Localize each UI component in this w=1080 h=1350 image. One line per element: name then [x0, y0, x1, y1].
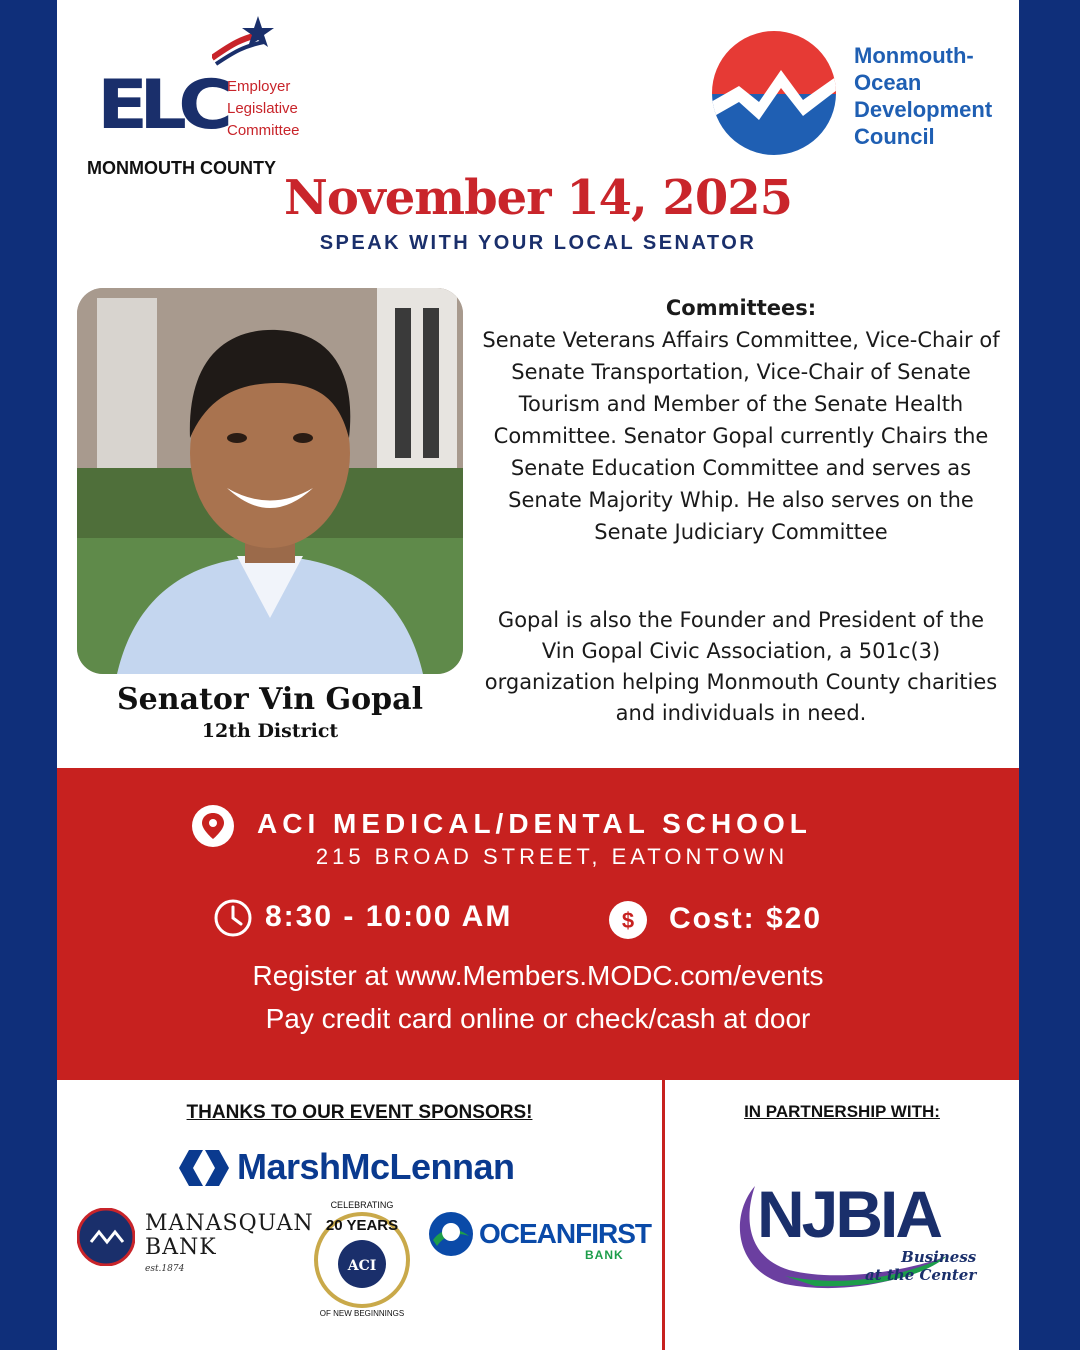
- modc-line-1: Monmouth-: [854, 43, 974, 68]
- aci-bottom-text: OF NEW BEGINNINGS: [319, 1309, 405, 1318]
- modc-line-2: Ocean: [854, 70, 922, 95]
- modc-line-4: Council: [854, 124, 935, 149]
- aci-years-text: 20 YEARS: [325, 1217, 399, 1234]
- payment-info: Pay credit card online or check/cash at door: [265, 1003, 811, 1034]
- flyer-panel: [57, 0, 1019, 1350]
- oceanfirst-icon: [427, 1210, 475, 1258]
- marsh-mark-icon: [179, 1150, 229, 1186]
- elc-word-3: Committee: [227, 122, 300, 139]
- dollar-icon: [608, 900, 648, 940]
- elc-county: MONMOUTH COUNTY: [87, 158, 276, 178]
- marsh-mclennan-logo: [179, 1146, 559, 1190]
- oceanfirst-bank: BANK: [585, 1248, 624, 1262]
- aci-top-text: CELEBRATING: [330, 1200, 394, 1210]
- manasquan-line-1: MANASQUAN: [145, 1211, 314, 1236]
- marsh-text: MarshMcLennan: [237, 1146, 515, 1187]
- njbia-tagline: [865, 1248, 976, 1284]
- senator-district: 12th District: [201, 720, 339, 742]
- modc-line-3: Development: [854, 97, 993, 122]
- event-cost: Cost: $20: [669, 902, 823, 935]
- event-subtitle: SPEAK WITH YOUR LOCAL SENATOR: [319, 232, 757, 254]
- aci-center-text: ACI: [347, 1258, 377, 1274]
- aci-anniversary-logo: [307, 1198, 417, 1318]
- svg-text:$: $: [621, 908, 635, 933]
- manasquan-bank-name: [145, 1212, 314, 1260]
- elc-words: [227, 76, 300, 142]
- star-icon: [212, 14, 274, 66]
- committees-text: Senate Veterans Affairs Committee, Vice-Chair of Senate Transportation, Vice-Chair of Senate Tourism and Member of the Senate Health Committee. Senator Gopal currently Chairs the Senate Education Committee and serves as Senate Majority Whip. He also serves on the Senate Judiciary Committee: [482, 328, 1000, 544]
- modc-logo-icon: [711, 30, 837, 156]
- committees-heading: Committees:: [665, 296, 817, 320]
- njbia-tag-2: at the Center: [865, 1266, 977, 1284]
- elc-letters: ELC: [97, 66, 225, 145]
- venue-address: 215 BROAD STREET, EATONTOWN: [315, 844, 789, 869]
- manasquan-est: est.1874: [145, 1264, 185, 1274]
- oceanfirst-name: OCEANFIRST: [479, 1218, 651, 1249]
- location-pin-icon: [191, 804, 235, 848]
- sponsors-heading: THANKS TO OUR EVENT SPONSORS!: [186, 1102, 533, 1123]
- register-link[interactable]: Register at www.Members.MODC.com/events: [252, 960, 824, 991]
- clock-icon: [213, 898, 253, 938]
- senator-portrait: [77, 288, 463, 674]
- manasquan-bank-icon: [77, 1208, 135, 1266]
- njbia-tag-1: Business: [901, 1248, 977, 1266]
- registration-info: [57, 954, 1019, 1040]
- committees-block: [481, 292, 1001, 548]
- manasquan-line-2: BANK: [145, 1235, 217, 1260]
- partnership-heading: IN PARTNERSHIP WITH:: [744, 1102, 940, 1121]
- njbia-name: NJBIA: [757, 1177, 941, 1251]
- venue-name: ACI MEDICAL/DENTAL SCHOOL: [257, 808, 812, 839]
- elc-word-1: Employer: [227, 78, 291, 95]
- event-date: November 14, 2025: [283, 170, 793, 226]
- event-time: 8:30 - 10:00 AM: [265, 900, 513, 933]
- elc-logo: [77, 12, 317, 178]
- senator-photo: [77, 288, 463, 674]
- senator-name: Senator Vin Gopal: [117, 682, 423, 717]
- modc-name: [854, 42, 992, 150]
- event-details: [57, 768, 1019, 1080]
- founder-block: [481, 605, 1001, 729]
- elc-word-2: Legislative: [227, 100, 298, 117]
- founder-text: Gopal is also the Founder and President of the Vin Gopal Civic Association, a 501c(3) organization helping Monmouth County charities and individuals in need.: [484, 608, 998, 725]
